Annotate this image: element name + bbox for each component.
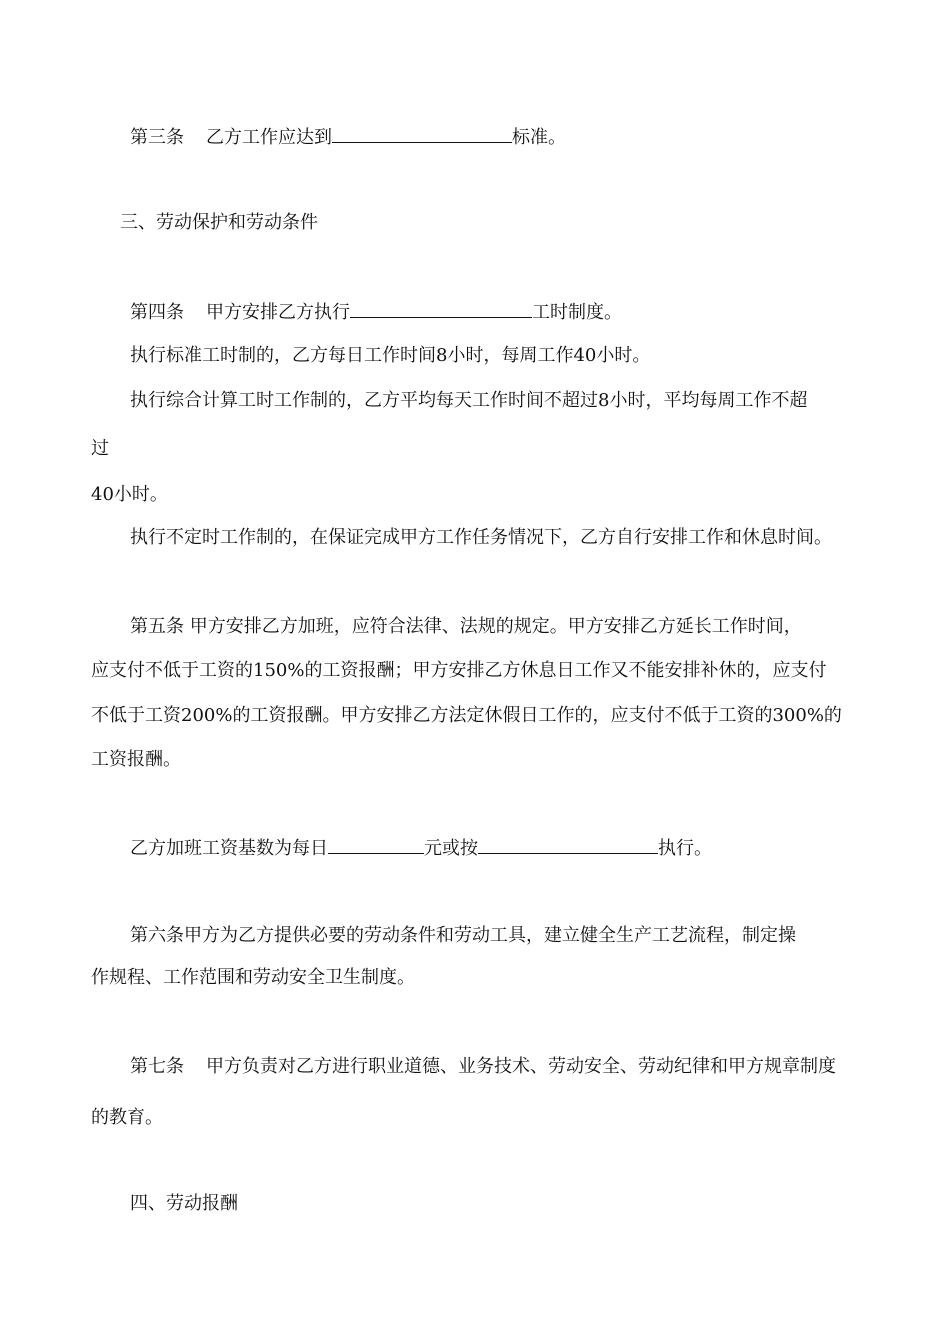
article7-line1: [130, 1055, 836, 1079]
overtime-text: 乙方加班工资基数为每日: [130, 838, 328, 859]
overtime-suffix: 执行。: [658, 838, 712, 859]
section4-heading: 四、劳动报酬: [130, 1193, 238, 1214]
article5-line1: 第五条 甲方安排乙方加班，应符合法律、法规的规定。甲方安排乙方延长工作时间，: [130, 616, 802, 637]
article4-blank[interactable]: [350, 299, 532, 318]
article5-line2: 应支付不低于工资的150%的工资报酬；甲方安排乙方休息日工作又不能安排补休的，应支付: [91, 660, 827, 681]
section3-heading: 三、劳动保护和劳动条件: [120, 212, 318, 233]
article4-comprehensive-cont2: 40小时。: [91, 484, 168, 505]
article7-label: 第七条: [130, 1056, 184, 1077]
article4-suffix: 工时制度。: [532, 302, 622, 323]
article5-line4: 工资报酬。: [91, 749, 181, 770]
article7-text: 甲方负责对乙方进行职业道德、业务技术、劳动安全、劳动纪律和甲方规章制度: [206, 1056, 836, 1077]
overtime-mid: 元或按: [424, 838, 478, 859]
article4-line: [130, 299, 622, 325]
article6-line2: 作规程、工作范围和劳动安全卫生制度。: [91, 967, 415, 988]
article4-text: 甲方安排乙方执行: [206, 302, 350, 323]
article3-line: [130, 124, 566, 150]
article5-line3: 不低于工资200%的工资报酬。甲方安排乙方法定休假日工作的，应支付不低于工资的300%的: [91, 705, 842, 726]
article3-blank[interactable]: [332, 124, 512, 143]
article3-suffix: 标准。: [512, 127, 566, 148]
article6-line1: 第六条甲方为乙方提供必要的劳动条件和劳动工具，建立健全生产工艺流程，制定操: [130, 925, 796, 946]
article4-comprehensive-hours: 执行综合计算工时工作制的，乙方平均每天工作时间不超过8小时，平均每周工作不超: [130, 390, 808, 411]
article4-flexible-hours: 执行不定时工作制的，在保证完成甲方工作任务情况下，乙方自行安排工作和休息时间。: [130, 527, 832, 548]
article4-comprehensive-cont: 过: [91, 438, 109, 459]
article7-line2: 的教育。: [91, 1107, 163, 1128]
article3-text: 乙方工作应达到: [206, 127, 332, 148]
overtime-basis-blank[interactable]: [478, 835, 658, 854]
overtime-line: [130, 835, 712, 861]
article4-label: 第四条: [130, 302, 184, 323]
article3-label: 第三条: [130, 127, 184, 148]
overtime-daily-blank[interactable]: [328, 835, 424, 854]
article4-standard-hours: 执行标准工时制的，乙方每日工作时间8小时，每周工作40小时。: [130, 345, 651, 366]
